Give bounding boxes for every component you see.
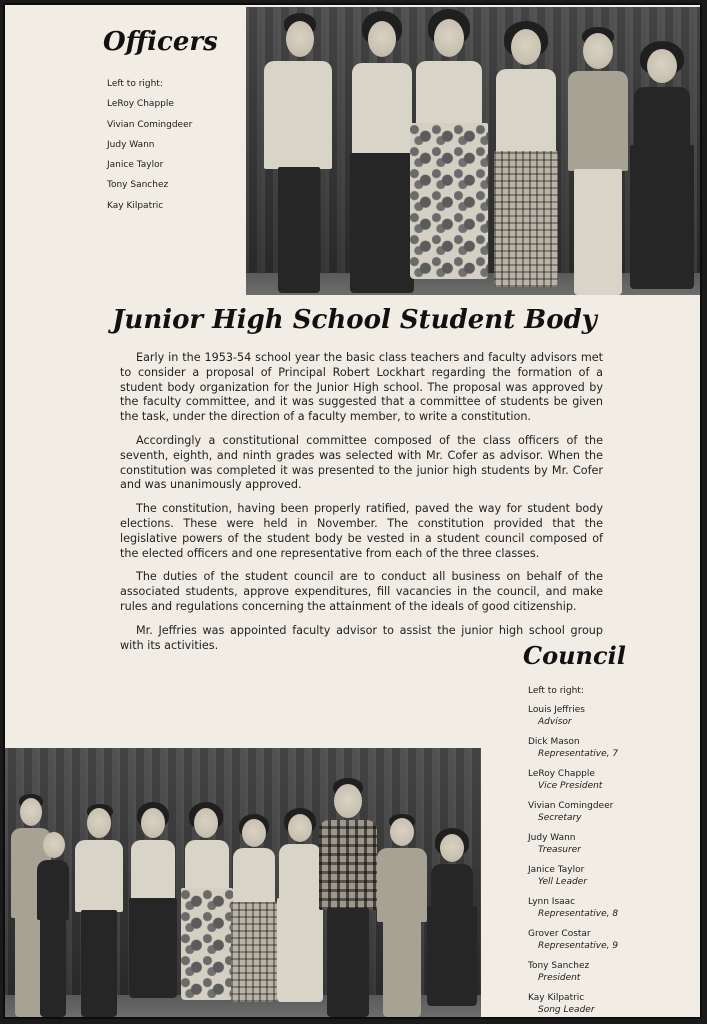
- paragraph: The duties of the student council are to conduct all business on behalf of the associated students, approve expenditures, fill vacancies in the council, and make rules and regulations concerning the attainment of the ideals of good citizenship.: [120, 570, 603, 613]
- member-role: Song Leader: [538, 1005, 595, 1015]
- member-name: Judy Wann: [528, 833, 576, 843]
- officer-name: Judy Wann: [107, 139, 155, 150]
- member-role: Representative, 7: [538, 749, 619, 759]
- member-name: Louis Jeffries: [528, 705, 585, 715]
- person-figure: [71, 804, 127, 1017]
- council-caption-lead: Left to right:: [528, 686, 584, 696]
- person-figure: [425, 828, 479, 1017]
- council-caption: [528, 687, 618, 1019]
- member-name: Tony Sanchez: [528, 961, 590, 971]
- page-title: Junior High School Student Body: [112, 305, 597, 335]
- paragraph: The constitution, having been properly ratified, paved the way for student body elections. These were held in November. The constitution provided that the legislative powers of the student body be vested in a student council composed of the elected officers and one representative from each of the three classes.: [120, 502, 603, 560]
- article-body: [120, 351, 603, 662]
- member-role: Secretary: [538, 813, 582, 823]
- council-member: [528, 994, 618, 1019]
- council-member: [528, 738, 618, 770]
- officer-name: Janice Taylor: [107, 160, 164, 171]
- person-figure: [564, 27, 632, 295]
- officers-heading: Officers: [103, 27, 218, 57]
- person-figure: [258, 13, 338, 295]
- officers-photo: [246, 7, 701, 295]
- member-role: President: [538, 973, 581, 983]
- council-photo: [5, 748, 481, 1017]
- council-member: [528, 898, 618, 930]
- member-role: Vice President: [538, 781, 603, 791]
- member-name: Lynn Isaac: [528, 897, 576, 907]
- council-member: [528, 770, 618, 802]
- person-figure: [35, 832, 71, 1017]
- person-figure: [315, 778, 381, 1017]
- paragraph: Accordingly a constitutional committee composed of the class officers of the seventh, eighth, and ninth grades was selected with Mr. Cofer as advisor. When the constitution was completed it was presented to the junior high students by Mr. Cofer and was unanimously approved.: [120, 433, 603, 492]
- council-member: [528, 834, 618, 866]
- officer-name: Kay Kilpatric: [107, 200, 164, 211]
- council-member: [528, 706, 618, 738]
- paragraph: Mr. Jeffries was appointed faculty advisor to assist the junior high school group with its activities.: [120, 623, 603, 652]
- member-role: Yell Leader: [538, 877, 587, 887]
- person-figure: [406, 9, 492, 293]
- member-name: Janice Taylor: [528, 865, 585, 875]
- council-member: [528, 930, 618, 962]
- yearbook-page: [3, 3, 702, 1019]
- council-member: [528, 962, 618, 994]
- member-name: Kay Kilpatric: [528, 993, 585, 1003]
- person-figure: [628, 41, 696, 295]
- member-role: Representative, 9: [538, 941, 619, 951]
- member-name: Vivian Comingdeer: [528, 801, 614, 811]
- paragraph: Early in the 1953-54 school year the basic class teachers and faculty advisors met to consider a proposal of Principal Robert Lockhart regarding the formation of a student body organization for the Junior High school. The proposal was approved by the faculty committee, and it was suggested that a committee of students be given the task, under the direction of a faculty member, to write a constitution.: [120, 351, 603, 424]
- officers-caption: [107, 80, 192, 222]
- officer-name: LeRoy Chapple: [107, 99, 174, 110]
- officer-name: Tony Sanchez: [107, 180, 169, 191]
- member-name: Dick Mason: [528, 737, 580, 747]
- member-name: LeRoy Chapple: [528, 769, 595, 779]
- person-figure: [373, 814, 431, 1017]
- member-role: Representative, 8: [538, 909, 619, 919]
- member-name: Grover Costar: [528, 929, 591, 939]
- officer-name: Vivian Comingdeer: [107, 119, 193, 130]
- person-figure: [490, 21, 562, 295]
- officers-caption-lead: Left to right:: [107, 79, 163, 89]
- person-figure: [125, 802, 181, 1017]
- member-role: Treasurer: [538, 845, 581, 855]
- council-member: [528, 866, 618, 898]
- council-member: [528, 802, 618, 834]
- member-role: Advisor: [538, 717, 572, 727]
- council-heading: Council: [523, 641, 626, 670]
